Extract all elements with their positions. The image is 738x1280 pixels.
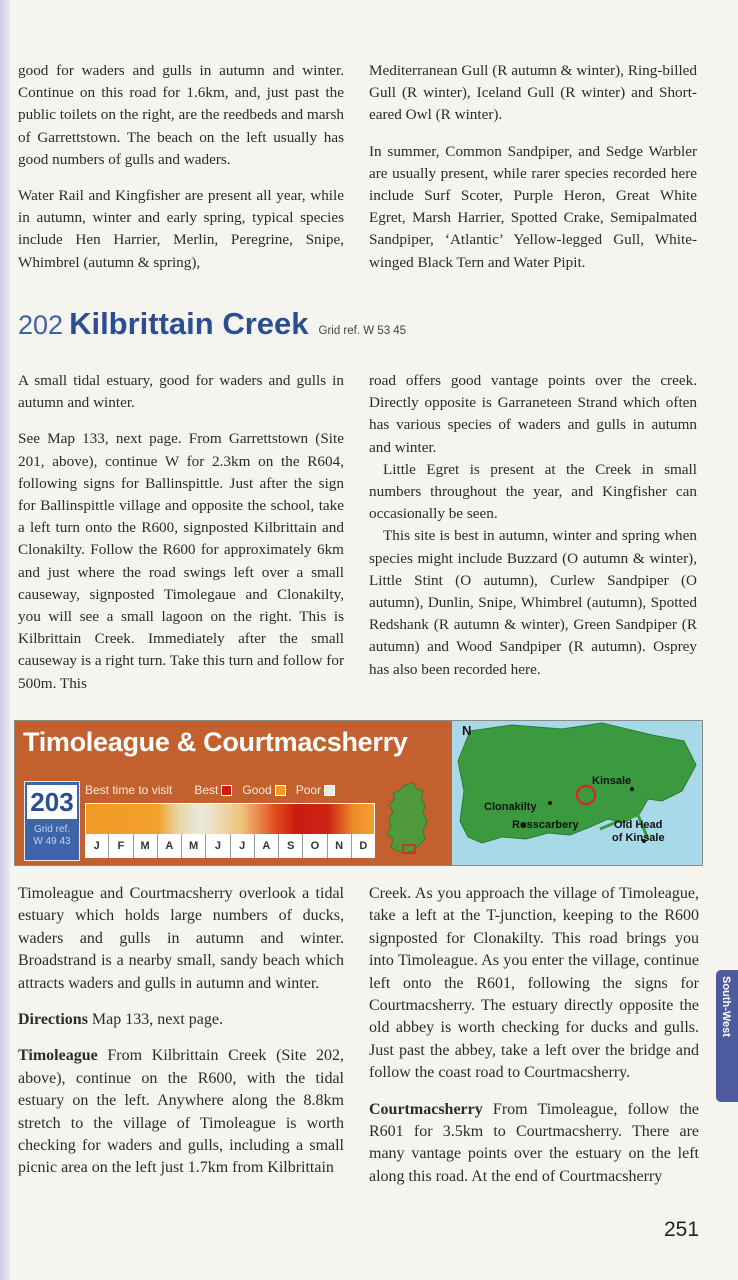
map-label-old-head: Old Head xyxy=(614,819,663,831)
paragraph: road offers good vantage points over the creek. Directly opposite is Garraneteen Strand which often has various species of waders and gulls in autumn and winter. xyxy=(369,372,697,456)
grid-ref: Grid ref. W 53 45 xyxy=(318,325,407,337)
best-swatch-icon xyxy=(221,785,232,796)
month-label: M xyxy=(182,834,206,858)
legend-best: Best xyxy=(194,783,232,797)
paragraph: Mediterranean Gull (R autumn & winter), Ring-billed Gull (R winter), Iceland Gull (R winter) and Short-eared Owl (R winter). xyxy=(369,62,697,124)
visit-legend xyxy=(85,781,375,799)
paragraph: In summer, Common Sandpiper, and Sedge Warbler are usually present, while rarer species recorded here include Surf Scoter, Purple Heron, Great White Egret, Marsh Harrier, Spotted Crake, Semipalmated Sandpiper, ‘Atlantic’ Yellow-legged Gull, White-winged Black Tern and Water Pipit. xyxy=(369,142,697,271)
legend-label: Best time to visit xyxy=(85,783,173,797)
paragraph: Creek. As you approach the village of Timoleague, take a left at the T-junction, keeping to the R600 signposted for Clonakilty. This road brings you into Timoleague. As you enter the village, continue left onto the R601, following the signs for Courtmacsherry. The estuary directly opposite the old abbey is worth checking for ducks and gulls. Just past the abbey, take a left over the bridge and follow the coast road to Courtmacsherry. xyxy=(369,885,699,1082)
map-label-kinsale: Kinsale xyxy=(592,775,632,787)
month-label: J xyxy=(231,834,255,858)
grid-ref-label: Grid ref. xyxy=(33,824,71,835)
banner-info-panel xyxy=(15,721,452,865)
courtmacsherry-text: From Timoleague, follow the R601 for 3.5km to Courtmacsherry. There are many vantage points over the estuary on the left along this road. At the end of Courtmacsherry xyxy=(369,1100,699,1185)
site-203-banner xyxy=(14,720,703,866)
ireland-map-icon xyxy=(383,781,431,859)
visit-time-bar xyxy=(85,803,375,835)
month-label: F xyxy=(109,834,133,858)
region-tab xyxy=(716,970,738,1102)
paragraph: good for waders and gulls in autumn and winter. Continue on this road for 1.6km, and, just past the public toilets on the right, are the reedbeds and marsh of Garrettstown. The beach on the left usually has good numbers of gulls and waders. xyxy=(18,62,344,168)
map-label-rosscarbery: Rosscarbery xyxy=(512,819,579,831)
visit-gradient xyxy=(86,804,374,834)
grid-ref-value: W 49 43 xyxy=(33,836,71,847)
site-number: 203 xyxy=(27,785,77,819)
site-number-box xyxy=(24,781,80,861)
timoleague-paragraph xyxy=(18,1045,344,1179)
month-label: N xyxy=(328,834,352,858)
page-edge xyxy=(0,0,10,1280)
legend-poor: Poor xyxy=(296,783,335,797)
month-label: J xyxy=(85,834,109,858)
site-202-heading xyxy=(18,306,406,352)
paragraph: Little Egret is present at the Creek in small numbers throughout the year, and Kingfisher can occasionally be seen. xyxy=(369,460,697,523)
month-label: D xyxy=(359,840,368,852)
map-label-of-kinsale: of Kinsale xyxy=(612,832,665,844)
site-203-right-column xyxy=(369,883,699,1188)
courtmacsherry-paragraph xyxy=(369,1099,699,1189)
good-swatch-icon xyxy=(275,785,286,796)
site-title: Timoleague & Courtmacsherry xyxy=(23,727,408,757)
map-label-clonakilty: Clonakilty xyxy=(484,801,537,813)
paragraph: Water Rail and Kingfisher are present all year, while in autumn, winter and early spring, typical species include Hen Harrier, Merlin, Peregrine, Snipe, Whimbrel (autumn & spring), xyxy=(18,187,344,271)
location-map xyxy=(452,721,702,865)
site-203-left-column xyxy=(18,883,344,1180)
month-row xyxy=(85,834,375,858)
courtmacsherry-label: Courtmacsherry xyxy=(369,1100,483,1118)
top-left-column xyxy=(18,60,344,274)
grid-ref xyxy=(25,824,79,848)
site-202-right-column xyxy=(369,370,697,681)
region-tab-label: South-West xyxy=(720,976,732,1037)
site-name: Kilbrittain Creek xyxy=(69,306,309,341)
north-label: N xyxy=(462,723,472,738)
timoleague-label: Timoleague xyxy=(18,1047,98,1065)
paragraph: This site is best in autumn, winter and spring when species might include Buzzard (O autumn & winter), Little Stint (O autumn), Curlew Sandpiper (O autumn), Dunlin, Snipe, Whimbrel (autumn), Spotted Redshank (R autumn & winter), Green Sandpiper (R autumn) and Wood Sandpiper (R autumn). Osprey has also been recorded here. xyxy=(369,527,697,678)
site-number: 202 xyxy=(18,310,64,340)
top-right-column xyxy=(369,60,697,274)
month-label: M xyxy=(134,834,158,858)
page-number: 251 xyxy=(664,1218,700,1241)
directions-label: Directions xyxy=(18,1011,88,1029)
poor-swatch-icon xyxy=(324,785,335,796)
directions-text: Map 133, next page. xyxy=(87,1011,223,1029)
month-label: J xyxy=(206,834,230,858)
paragraph: A small tidal estuary, good for waders and gulls in autumn and winter. xyxy=(18,372,344,412)
paragraph: See Map 133, next page. From Garrettstown (Site 201, above), continue W for 2.3km on the R604, following signs for Ballinspittle. Just after the sign for Ballinspittle village and opposite the school, take a left turn onto the R600, signposted Kilbrittain and Clonakilty. Follow the R600 for approximately 6km and just where the road swings left over a small causeway, signposted Timolegaue and Clonakilty, you will see a small lagoon on the right. This is Kilbrittain Creek. Immediately after the small causeway is a right turn. Take this turn and follow for 500m. This xyxy=(18,430,344,692)
timoleague-text: From Kilbrittain Creek (Site 202, above), continue on the R600, with the tidal estuary on the left. Anywhere along the 8.8km stretch to the village of Timoleague is worth checking for waders and gulls, including a small picnic area on the left just 1.7km from Kilbrittain xyxy=(18,1047,344,1177)
month-label: A xyxy=(255,834,279,858)
site-202-left-column xyxy=(18,370,344,695)
legend-good: Good xyxy=(242,783,285,797)
month-label: S xyxy=(279,834,303,858)
directions-paragraph xyxy=(18,1009,344,1031)
paragraph: Timoleague and Courtmacsherry overlook a tidal estuary which holds large numbers of ducks, waders and gulls in autumn and winter. Broadstrand is a nearby small, sandy beach which attracts waders and gulls in autumn and winter. xyxy=(18,885,344,992)
month-label: O xyxy=(303,834,327,858)
month-label: A xyxy=(158,834,182,858)
